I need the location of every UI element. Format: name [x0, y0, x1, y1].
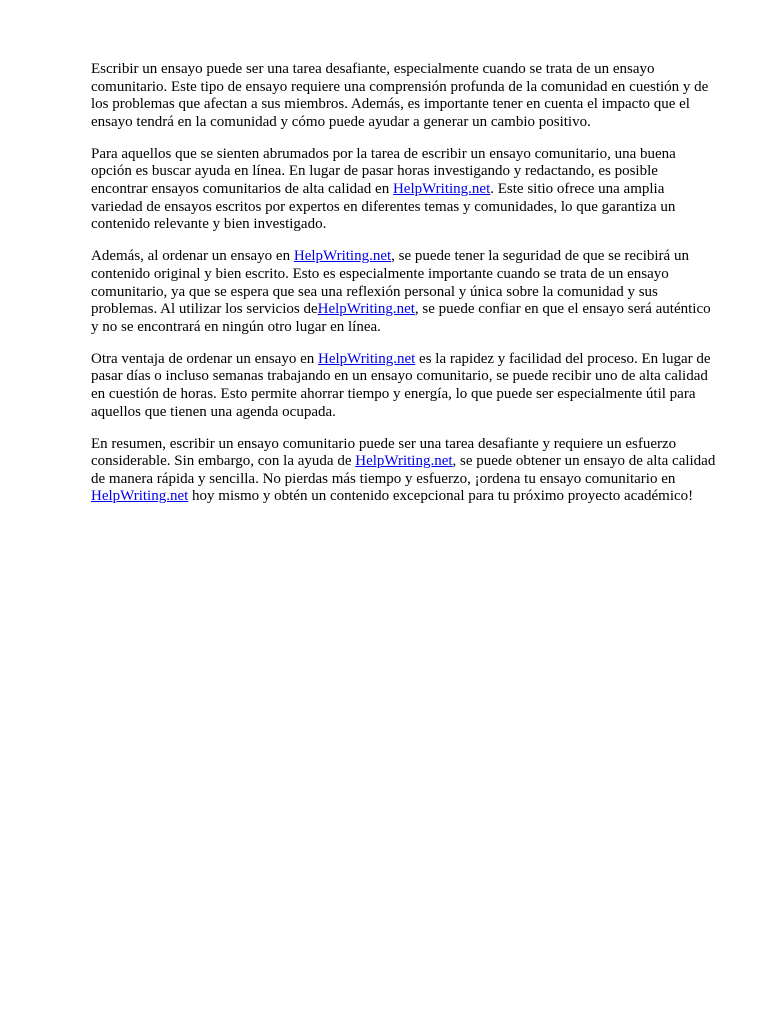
document-page: [91, 61, 716, 521]
helpwriting-link[interactable]: HelpWriting.net: [318, 350, 416, 367]
paragraph-text: hoy mismo y obtén un contenido excepcional para tu próximo proyecto académico!: [188, 488, 694, 505]
paragraph-text: Escribir un ensayo puede ser una tarea desafiante, especialmente cuando se trata de un ensayo comunitario. Este tipo de ensayo requiere una comprensión profunda de la comunidad en cuestión y de los problemas que afectan a sus miembros. Además, es importante tener en cuenta el impacto que el ensayo tendrá en la comunidad y cómo puede ayudar a generar un cambio positivo.: [91, 61, 709, 130]
paragraph-text: Otra ventaja de ordenar un ensayo en: [91, 350, 318, 367]
paragraph-5: [91, 436, 716, 506]
paragraph-text: Además, al ordenar un ensayo en: [91, 248, 294, 265]
paragraph-2: [91, 146, 716, 234]
paragraph-4: [91, 351, 716, 421]
paragraph-text: , se puede obtener un ensayo de alta calidad de manera rápida y sencilla. No pierdas más tiempo y esfuerzo, ¡ordena tu ensayo comunitario en: [91, 453, 716, 487]
paragraph-text: . Este sitio ofrece una amplia variedad de ensayos escritos por expertos en diferentes temas y comunidades, lo que garantiza un contenido relevante y bien investigado.: [91, 181, 676, 233]
paragraph-text: , se puede tener la seguridad de que se recibirá un contenido original y bien escrito. Esto es especialmente importante cuando se trata de un ensayo comunitario, ya que se espera que sea una reflexión personal y única sobre la comunidad y sus problemas. Al utilizar los servicios de: [91, 248, 689, 318]
paragraph-text: es la rapidez y facilidad del proceso. En lugar de pasar días o incluso semanas trabajando en un ensayo comunitario, se puede recibir uno de alta calidad en cuestión de horas. Esto permite ahorrar tiempo y energía, lo que puede ser especialmente útil para aquellos que tienen una agenda ocupada.: [91, 350, 711, 420]
paragraph-3: [91, 248, 716, 336]
helpwriting-link[interactable]: HelpWriting.net: [355, 453, 453, 470]
helpwriting-link[interactable]: HelpWriting.net: [91, 488, 189, 505]
helpwriting-link[interactable]: HelpWriting.net: [392, 181, 491, 198]
helpwriting-link[interactable]: HelpWriting.net: [317, 301, 415, 318]
helpwriting-link[interactable]: HelpWriting.net: [293, 248, 392, 265]
paragraph-text: Para aquellos que se sienten abrumados por la tarea de escribir un ensayo comunitario, una buena opción es buscar ayuda en línea. En lugar de pasar horas investigando y redactando, es posible encontrar ensayos comunitarios de alta calidad en: [91, 145, 676, 198]
paragraph-text: En resumen, escribir un ensayo comunitario puede ser una tarea desafiante y requiere un esfuerzo considerable. Sin embargo, con la ayuda de: [91, 435, 677, 470]
paragraph-text: , se puede confiar en que el ensayo será auténtico y no se encontrará en ningún otro lugar en línea.: [91, 301, 711, 335]
paragraph-1: [91, 61, 716, 131]
